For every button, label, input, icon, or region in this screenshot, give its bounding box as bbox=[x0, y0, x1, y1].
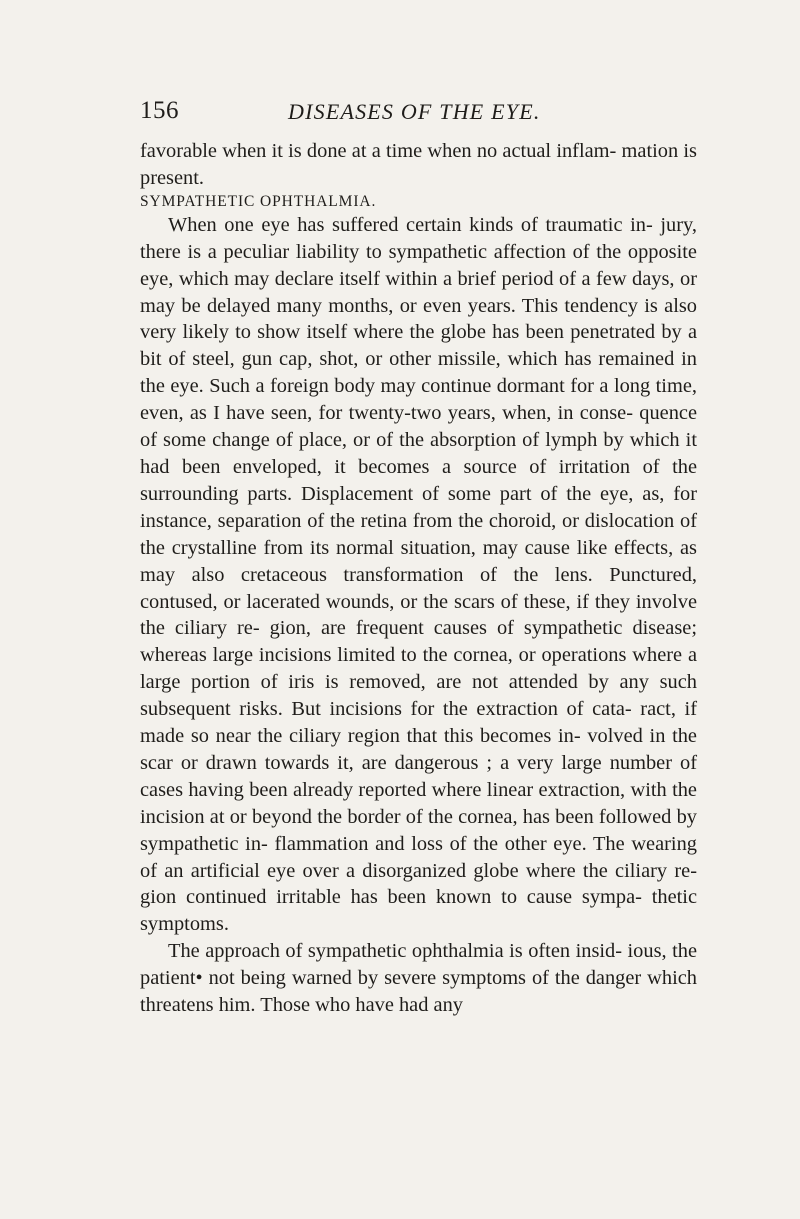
section-heading: SYMPATHETIC OPHTHALMIA. bbox=[140, 192, 377, 210]
paragraph-approach: The approach of sympathetic ophthalmia is often insid- ious, the patient• not being warned by severe symptoms of the danger which threatens him. Those who have had any bbox=[140, 940, 697, 1017]
body-text bbox=[140, 138, 697, 1019]
intro-paragraph: favorable when it is done at a time when no actual inflam- mation is present. bbox=[140, 140, 697, 189]
paragraph-sympathetic-causes: When one eye has suffered certain kinds of traumatic in- jury, there is a peculiar liability to sympathetic affection of the opposite eye, which may declare itself within a brief period of a few days, or may be delayed many months, or even years. This tendency is also very likely to show itself where the globe has been penetrated by a bit of steel, gun cap, shot, or other missile, which has remained in the eye. Such a foreign body may continue dormant for a long time, even, as I have seen, for twenty-two years, when, in conse- quence of some change of place, or of the absorption of lymph by which it had been enveloped, it becomes a source of irritation of the surrounding parts. Displacement of some part of the eye, as, for instance, separation of the retina from the choroid, or dislocation of the crystalline from its normal situation, may cause like effects, as may also cretaceous transformation of the lens. Punctured, contused, or lacerated wounds, or the scars of these, if they involve the ciliary re- gion, are frequent causes of sympathetic disease; whereas large incisions limited to the cornea, or operations where a large portion of iris is removed, are not attended by any such subsequent risks. But incisions for the extraction of cata- ract, if made so near the ciliary region that this becomes in- volved in the scar or drawn towards it, are dangerous ; a very large number of cases having been already reported where linear extraction, with the incision at or beyond the border of the cornea, has been followed by sympathetic in- flammation and loss of the other eye. The wearing of an artificial eye over a disorganized globe where the ciliary re- gion continued irritable has been known to cause sympa- thetic symptoms. bbox=[140, 213, 697, 936]
running-head-title: DISEASES OF THE EYE. bbox=[288, 99, 541, 124]
page-number: 156 bbox=[140, 97, 179, 124]
running-head bbox=[140, 97, 700, 131]
